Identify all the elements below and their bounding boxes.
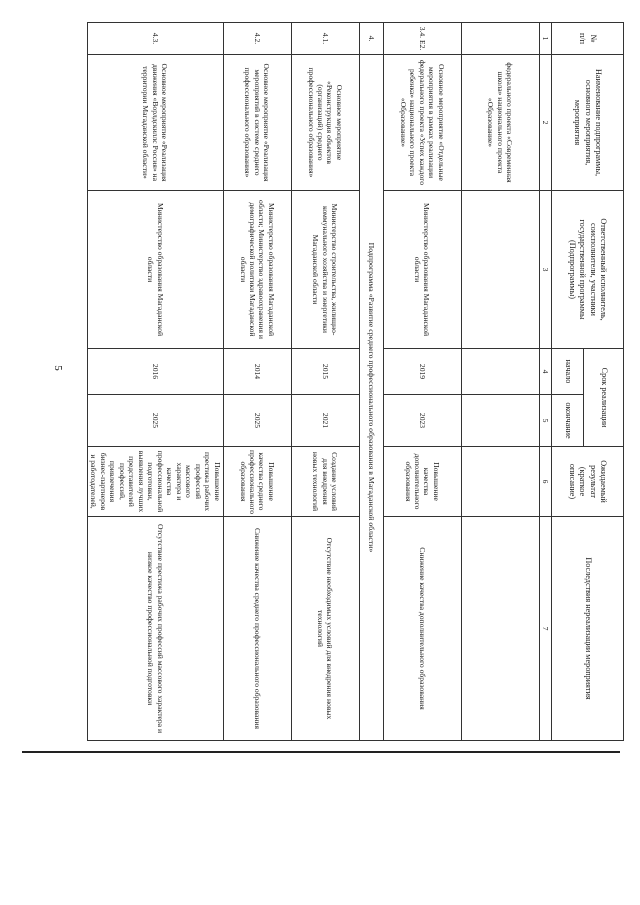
row-num: 4.3.	[87, 23, 223, 55]
table-row	[461, 23, 539, 741]
row-consequences: Снижение качества среднего профессионального образования	[223, 517, 291, 741]
row-consequences: Отсутствие необходимых условий для внедрения новых технологий	[291, 517, 359, 741]
row-start: 2019	[383, 349, 461, 395]
row-consequences: Отсутствие престижа рабочих профессий массового характера и низкое качество профессиональной подготовки	[87, 517, 223, 741]
row-executor: Министерство образования Магаданской области	[383, 191, 461, 349]
row-end: 2021	[291, 395, 359, 447]
row-executor: Министерство строительства, жилищно-коммунального хозяйства и энергетики Магаданской области	[291, 191, 359, 349]
column-number: 7	[539, 517, 551, 741]
row-num: 4.1.	[291, 23, 359, 55]
header-name: Наименование подпрограммы, основного мероприятия, мероприятия	[552, 55, 624, 191]
subprogram-title: Подпрограмма «Развитие среднего профессионального образования в Магаданской области»	[359, 55, 383, 741]
row-num: 4.2.	[223, 23, 291, 55]
row-executor: Министерство образования Магаданской области	[87, 191, 223, 349]
row-name: Основное мероприятие «Отдельные мероприятия в рамках реализации федерального проекта «Успех каждого ребенка» национального проекта «Образование»	[383, 55, 461, 191]
column-number: 6	[539, 447, 551, 517]
table-row	[87, 23, 223, 741]
header-result: Ожидаемый результат (краткое описание)	[552, 447, 624, 517]
header-start: начало	[552, 349, 584, 395]
row-result: Повышение престижа рабочих профессий массового характера и качества профессиональной подготовки, выявления лучших представителей профессий, привлечения бизнес-партнеров и работодателей,	[87, 447, 223, 517]
row-result: Создание условий для внедрения новых технологий	[291, 447, 359, 517]
header-term: Срок реализации	[584, 349, 624, 447]
row-num: 4.	[359, 23, 383, 55]
column-number-row	[539, 23, 551, 741]
header-executor: Ответственный исполнитель, соисполнители, участники государственной программы (Подпрограммы)	[552, 191, 624, 349]
row-name: федерального проекта «Современная школа» национального проекта «Образование»	[461, 55, 539, 191]
horizontal-rule	[22, 751, 620, 753]
column-number: 4	[539, 349, 551, 395]
header-consequences: Последствия нереализации мероприятия	[552, 517, 624, 741]
row-end: 2025	[223, 395, 291, 447]
row-name: Основное мероприятие «Реализация движения «Ворлдскиллс Россия» на территории Магаданской области»	[87, 55, 223, 191]
column-number: 3	[539, 191, 551, 349]
header-end: окончание	[552, 395, 584, 447]
column-number: 1	[539, 23, 551, 55]
row-consequences: Снижение качества дополнительного образования	[383, 517, 461, 741]
row-num	[461, 23, 539, 55]
row-start	[461, 349, 539, 395]
row-result	[461, 447, 539, 517]
row-end: 2025	[87, 395, 223, 447]
header-num: № п/п	[552, 23, 624, 55]
row-executor	[461, 191, 539, 349]
rotated-page-content	[89, 22, 624, 740]
row-name: Основное мероприятие «Реконструкция объектов (организаций) среднего профессионального образования»	[291, 55, 359, 191]
row-consequences	[461, 517, 539, 741]
row-num: 3.4. E2.	[383, 23, 461, 55]
column-number: 2	[539, 55, 551, 191]
row-name: Основное мероприятие «Реализация мероприятий в системе среднего профессионального образования»	[223, 55, 291, 191]
table-row	[291, 23, 359, 741]
table-row	[223, 23, 291, 741]
row-end: 2023	[383, 395, 461, 447]
row-start: 2016	[87, 349, 223, 395]
row-result: Повышение качества дополнительного образования	[383, 447, 461, 517]
table-row	[383, 23, 461, 741]
subprogram-row	[359, 23, 383, 741]
row-result: Повышение качества среднего профессионального образования	[223, 447, 291, 517]
activities-table	[87, 22, 624, 741]
row-executor: Министерство образования Магаданской области; Министерство здравоохранения и демографической политики Магаданской области	[223, 191, 291, 349]
row-start: 2014	[223, 349, 291, 395]
column-number: 5	[539, 395, 551, 447]
row-start: 2015	[291, 349, 359, 395]
row-end	[461, 395, 539, 447]
page-number: 5	[52, 365, 64, 371]
header-row-1	[584, 23, 624, 741]
